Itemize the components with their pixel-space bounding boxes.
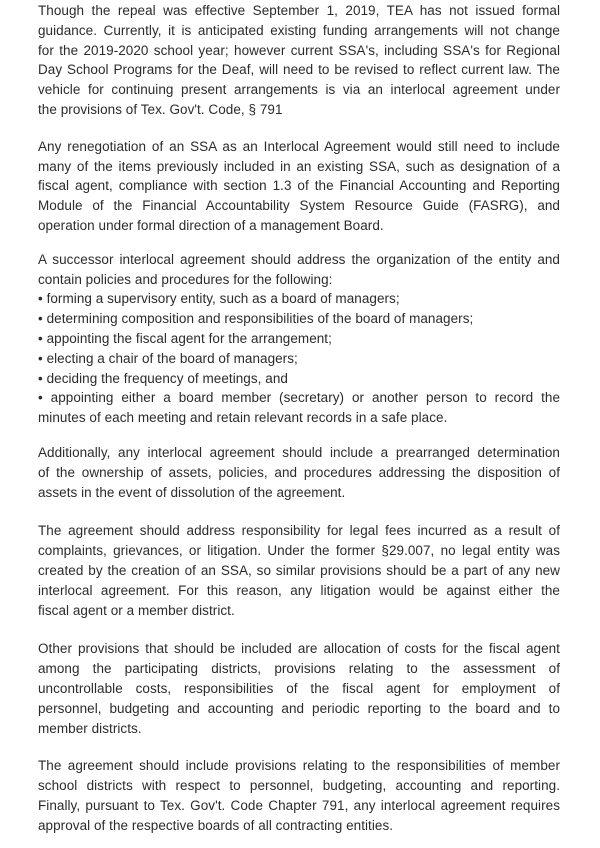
text-line: many of the items previously included in an existing SSA, such as designation of a [38, 158, 560, 174]
bullet-line: • electing a chair of the board of managers; [38, 350, 298, 366]
text-line: approval of the respective boards of all contracting entities. [38, 817, 394, 833]
bullet-line: • appointing either a board member (secretary) or another person to record the [38, 390, 560, 406]
text-line: Any renegotiation of an SSA as an Interlocal Agreement would still need to include [38, 138, 560, 154]
bullet-line: • forming a supervisory entity, such as a board of managers; [38, 291, 400, 307]
paragraph [38, 137, 560, 236]
text-line: school districts with respect to personnel, budgeting, accounting and reporting. [38, 778, 560, 794]
text-line: of the ownership of assets, policies, and procedures addressing the disposition of [38, 464, 560, 480]
text-line: Finally, pursuant to Tex. Gov't. Code Chapter 791, any interlocal agreement requires [38, 797, 560, 813]
text-line: fiscal agent, compliance with section 1.3 of the Financial Accounting and Reporting [38, 178, 560, 194]
text-line: operation under formal direction of a management Board. [38, 217, 384, 233]
text-line: Other provisions that should be included are allocation of costs for the fiscal agent [38, 641, 560, 657]
paragraph [38, 1, 560, 120]
bullet-line: • determining composition and responsibilities of the board of managers; [38, 311, 474, 327]
text-line: assets in the event of dissolution of the agreement. [38, 484, 346, 500]
text-line: among the participating districts, provisions relating to the assessment of [38, 661, 560, 677]
text-line: interlocal agreement. For this reason, any litigation would be against either the [38, 582, 560, 598]
paragraph [38, 756, 560, 835]
paragraph [38, 443, 560, 502]
text-line: Day School Programs for the Deaf, will need to be revised to reflect current law. The [38, 62, 560, 78]
text-line: complaints, grievances, or litigation. Under the former §29.007, no legal entity was [38, 543, 560, 559]
text-line: for the 2019-2020 school year; however current SSA's, including SSA's for Regional [38, 42, 560, 58]
paragraph [38, 639, 560, 738]
text-line: The agreement should include provisions relating to the responsibilities of member [38, 758, 560, 774]
text-line: fiscal agent or a member district. [38, 602, 235, 618]
bullet-line: • appointing the fiscal agent for the arrangement; [38, 330, 332, 346]
text-line: vehicle for continuing present arrangements is via an interlocal agreement under [38, 82, 560, 98]
document-text [38, 1, 560, 835]
text-line: personnel, budgeting and accounting and periodic reporting to the board and to [38, 700, 560, 716]
text-line: guidance. Currently, it is anticipated existing funding arrangements will not change [38, 22, 560, 38]
text-line: The agreement should address responsibility for legal fees incurred as a result of [38, 523, 560, 539]
text-line: minutes of each meeting and retain relevant records in a safe place. [38, 410, 448, 426]
text-line: uncontrollable costs, responsibilities of the fiscal agent for employment of [38, 680, 560, 696]
text-line: A successor interlocal agreement should address the organization of the entity and [38, 251, 560, 267]
text-line: Additionally, any interlocal agreement should include a prearranged determination [38, 444, 560, 460]
text-line: created by the creation of an SSA, so similar provisions should be a part of any new [38, 562, 560, 578]
paragraph [38, 521, 560, 620]
text-line: Though the repeal was effective September 1, 2019, TEA has not issued formal [38, 3, 560, 18]
text-line: contain policies and procedures for the following: [38, 271, 333, 287]
text-line: member districts. [38, 720, 142, 736]
text-line: Module of the Financial Accountability System Resource Guide (FASRG), and [38, 198, 560, 214]
text-line: the provisions of Tex. Gov't. Code, § 791 [38, 101, 283, 117]
bullet-line: • deciding the frequency of meetings, and [38, 370, 288, 386]
paragraph [38, 250, 560, 428]
